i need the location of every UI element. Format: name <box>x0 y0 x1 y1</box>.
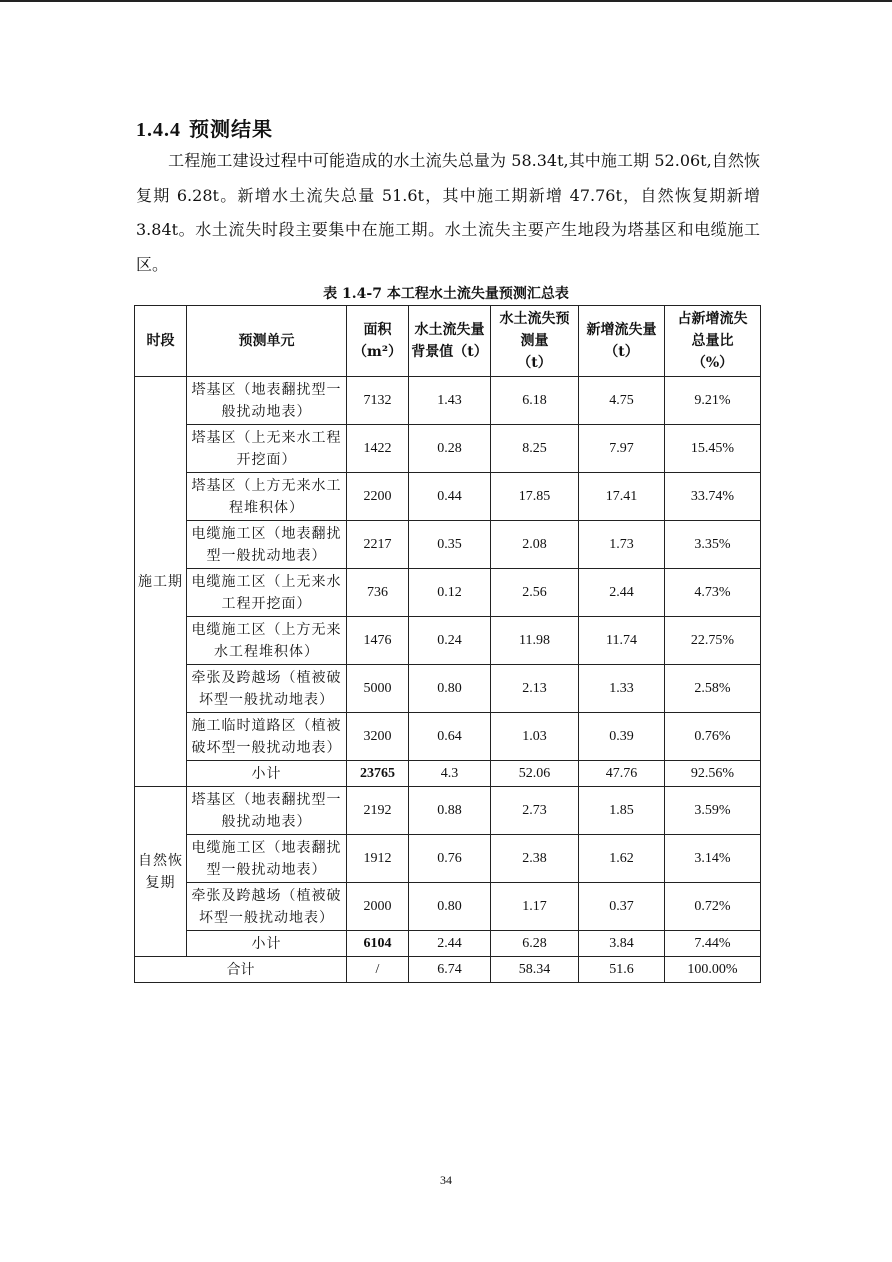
ratio-cell: 3.14% <box>665 835 761 883</box>
predicted-cell: 11.98 <box>491 617 579 665</box>
predicted-cell: 6.18 <box>491 377 579 425</box>
area-cell: 3200 <box>347 713 409 761</box>
ratio-cell: 9.21% <box>665 377 761 425</box>
background-cell: 6.74 <box>409 957 491 983</box>
background-cell: 0.24 <box>409 617 491 665</box>
new-loss-cell: 51.6 <box>579 957 665 983</box>
area-cell: 7132 <box>347 377 409 425</box>
unit-cell: 塔基区（地表翻扰型一般扰动地表） <box>187 787 347 835</box>
predicted-cell: 1.03 <box>491 713 579 761</box>
subtotal-row <box>135 761 761 787</box>
new-loss-cell: 17.41 <box>579 473 665 521</box>
predicted-cell: 2.73 <box>491 787 579 835</box>
section-heading <box>136 113 273 142</box>
ratio-cell: 2.58% <box>665 665 761 713</box>
area-cell: 23765 <box>347 761 409 787</box>
new-loss-cell: 2.44 <box>579 569 665 617</box>
total-row <box>135 957 761 983</box>
table-row <box>135 617 761 665</box>
unit-cell: 塔基区（地表翻扰型一般扰动地表） <box>187 377 347 425</box>
soil-loss-table <box>134 305 761 983</box>
area-cell: 1912 <box>347 835 409 883</box>
area-cell: 2217 <box>347 521 409 569</box>
table-row <box>135 883 761 931</box>
header-new-loss: 新增流失量 （t） <box>579 306 665 377</box>
unit-cell: 施工临时道路区（植被破坏型一般扰动地表） <box>187 713 347 761</box>
new-loss-cell: 1.62 <box>579 835 665 883</box>
area-cell: 1476 <box>347 617 409 665</box>
background-cell: 0.80 <box>409 665 491 713</box>
total-label: 合计 <box>135 957 347 983</box>
table-row <box>135 473 761 521</box>
new-loss-cell: 0.37 <box>579 883 665 931</box>
predicted-cell: 8.25 <box>491 425 579 473</box>
background-cell: 0.35 <box>409 521 491 569</box>
new-loss-cell: 47.76 <box>579 761 665 787</box>
section-title: 预测结果 <box>189 117 273 141</box>
ratio-cell: 92.56% <box>665 761 761 787</box>
ratio-cell: 0.76% <box>665 713 761 761</box>
period-recovery: 自然恢 复期 <box>135 787 187 957</box>
table-row <box>135 569 761 617</box>
new-loss-cell: 1.33 <box>579 665 665 713</box>
background-cell: 0.64 <box>409 713 491 761</box>
area-cell: 1422 <box>347 425 409 473</box>
new-loss-cell: 0.39 <box>579 713 665 761</box>
table-row <box>135 713 761 761</box>
background-cell: 0.28 <box>409 425 491 473</box>
predicted-cell: 52.06 <box>491 761 579 787</box>
new-loss-cell: 1.85 <box>579 787 665 835</box>
table-row <box>135 521 761 569</box>
new-loss-cell: 7.97 <box>579 425 665 473</box>
area-cell: / <box>347 957 409 983</box>
ratio-cell: 3.59% <box>665 787 761 835</box>
ratio-cell: 0.72% <box>665 883 761 931</box>
predicted-cell: 2.13 <box>491 665 579 713</box>
table-row <box>135 787 761 835</box>
new-loss-cell: 3.84 <box>579 931 665 957</box>
ratio-cell: 3.35% <box>665 521 761 569</box>
unit-cell: 电缆施工区（上无来水工程开挖面） <box>187 569 347 617</box>
paragraph-text: 工程施工建设过程中可能造成的水土流失总量为 58.34t,其中施工期 52.06t,自然恢复期 6.28t。新增水土流失总量 51.6t，其中施工期新增 47.76t，自然恢复期新增 3.84t。水土流失时段主要集中在施工期。水土流失主要产生地段为塔基区和电缆施工区。 <box>136 151 760 274</box>
predicted-cell: 2.56 <box>491 569 579 617</box>
body-paragraph <box>136 144 760 282</box>
area-cell: 2192 <box>347 787 409 835</box>
page-top-rule <box>0 0 892 2</box>
background-cell: 2.44 <box>409 931 491 957</box>
ratio-cell: 22.75% <box>665 617 761 665</box>
area-cell: 5000 <box>347 665 409 713</box>
table-row <box>135 377 761 425</box>
new-loss-cell: 11.74 <box>579 617 665 665</box>
header-unit: 预测单元 <box>187 306 347 377</box>
unit-cell: 塔基区（上方无来水工程堆积体） <box>187 473 347 521</box>
predicted-cell: 1.17 <box>491 883 579 931</box>
header-background: 水土流失量 背景值（t） <box>409 306 491 377</box>
background-cell: 4.3 <box>409 761 491 787</box>
area-cell: 6104 <box>347 931 409 957</box>
section-number: 1.4.4 <box>136 119 181 141</box>
ratio-cell: 7.44% <box>665 931 761 957</box>
background-cell: 0.88 <box>409 787 491 835</box>
area-cell: 2200 <box>347 473 409 521</box>
predicted-cell: 2.08 <box>491 521 579 569</box>
unit-cell: 牵张及跨越场（植被破坏型一般扰动地表） <box>187 883 347 931</box>
page-number: 34 <box>440 1173 452 1187</box>
period-construction: 施工期 <box>135 377 187 787</box>
predicted-cell: 17.85 <box>491 473 579 521</box>
unit-cell: 电缆施工区（地表翻扰型一般扰动地表） <box>187 521 347 569</box>
ratio-cell: 33.74% <box>665 473 761 521</box>
header-area: 面积 （m²） <box>347 306 409 377</box>
predicted-cell: 58.34 <box>491 957 579 983</box>
background-cell: 0.76 <box>409 835 491 883</box>
background-cell: 1.43 <box>409 377 491 425</box>
background-cell: 0.80 <box>409 883 491 931</box>
unit-cell: 电缆施工区（上方无来水工程堆积体） <box>187 617 347 665</box>
subtotal-row <box>135 931 761 957</box>
new-loss-cell: 4.75 <box>579 377 665 425</box>
header-predicted: 水土流失预 测量 （t） <box>491 306 579 377</box>
table-caption: 表 1.4-7 本工程水土流失量预测汇总表 <box>323 286 569 302</box>
subtotal-label: 小计 <box>187 931 347 957</box>
ratio-cell: 4.73% <box>665 569 761 617</box>
background-cell: 0.44 <box>409 473 491 521</box>
predicted-cell: 6.28 <box>491 931 579 957</box>
ratio-cell: 100.00% <box>665 957 761 983</box>
header-ratio: 占新增流失 总量比 （%） <box>665 306 761 377</box>
table-row <box>135 835 761 883</box>
predicted-cell: 2.38 <box>491 835 579 883</box>
area-cell: 2000 <box>347 883 409 931</box>
area-cell: 736 <box>347 569 409 617</box>
unit-cell: 电缆施工区（地表翻扰型一般扰动地表） <box>187 835 347 883</box>
table-header-row <box>135 306 761 377</box>
background-cell: 0.12 <box>409 569 491 617</box>
new-loss-cell: 1.73 <box>579 521 665 569</box>
table-row <box>135 665 761 713</box>
header-period: 时段 <box>135 306 187 377</box>
table-row <box>135 425 761 473</box>
unit-cell: 塔基区（上无来水工程开挖面） <box>187 425 347 473</box>
unit-cell: 牵张及跨越场（植被破坏型一般扰动地表） <box>187 665 347 713</box>
ratio-cell: 15.45% <box>665 425 761 473</box>
subtotal-label: 小计 <box>187 761 347 787</box>
